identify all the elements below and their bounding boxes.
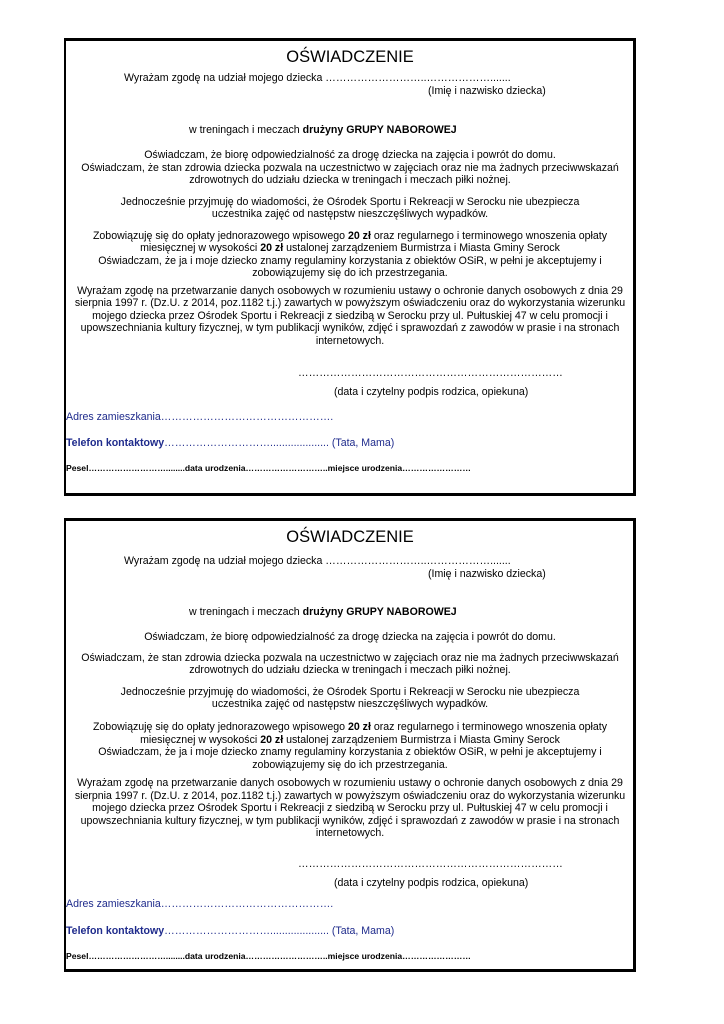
health-line-1: Oświadczam, że stan zdrowia dziecka pozwala na uczestnictwo w zajęciach oraz nie ma żadnych przeciwwskazań (81, 162, 619, 174)
signature-caption: (data i czytelny podpis rodzica, opiekuna) (334, 386, 529, 398)
pesel-birth-row[interactable]: Pesel………………………........data urodzenia………………………..miejsce urodzenia…………………… (66, 463, 471, 473)
gdpr-line-4: upowszechniania kultury fizycznej, w tym publikacji wyników, zdjęć i sprawozdań z zawodów w prasie i na stronach (80, 322, 620, 334)
address-field[interactable]: …………………………………………. (160, 411, 334, 423)
responsibility-text: Oświadczam, że biorę odpowiedzialność za drogę dziecka na zajęcia i powrót do domu. (144, 149, 556, 161)
insurance-line-1: Jednocześnie przyjmuję do wiadomości, że Ośrodek Sportu i Rekreacji w Serocku nie ubezpiecza (120, 196, 580, 208)
fee-line-2-text: miesięcznej w wysokości (140, 242, 261, 254)
monthly-fee-amount: 20 zł (260, 242, 284, 254)
form-title: OŚWIADCZENIE (286, 48, 414, 66)
fee-line-1 (66, 721, 634, 733)
training-prefix: w treningach i meczach (189, 124, 303, 136)
team-name: drużyny GRUPY NABOROWEJ (302, 124, 457, 136)
phone-label: Telefon kontaktowy (66, 925, 165, 937)
gdpr-line-5: internetowych. (315, 335, 385, 347)
phone-hint: (Tata, Mama) (328, 925, 395, 937)
rules-line-2: zobowiązujemy się do ich przestrzegania. (252, 267, 448, 279)
declaration-form-2 (64, 518, 636, 972)
fee-line-1-rest: oraz regularnego i terminowego wnoszenia opłaty (370, 230, 608, 242)
fee-line-1-rest: oraz regularnego i terminowego wnoszenia opłaty (370, 721, 608, 733)
rules-line-1: Oświadczam, że ja i moje dziecko znamy regulaminy korzystania z obiektów OSiR, w pełni je akceptujemy i (98, 746, 602, 758)
training-line (189, 606, 457, 618)
entry-fee-amount: 20 zł (347, 721, 371, 733)
phone-row (66, 437, 394, 449)
fee-line-2 (66, 734, 634, 746)
insurance-line-1: Jednocześnie przyjmuję do wiadomości, że Ośrodek Sportu i Rekreacji w Serocku nie ubezpiecza (120, 686, 580, 698)
address-label: Adres zamieszkania (66, 898, 161, 910)
fee-line-1-text: Zobowiązuję się do opłaty jednorazowego wpisowego (92, 721, 348, 733)
insurance-line-2: uczestnika zajęć od następstw nieszczęśliwych wypadków. (211, 698, 489, 710)
fee-line-1 (66, 230, 634, 242)
form-title: OŚWIADCZENIE (286, 528, 414, 546)
gdpr-line-3: mojego dziecka przez Ośrodek Sportu i Rekreacji z siedzibą w Serocku przy ul. Pułtuskiej 47 w celu promocji i (92, 310, 608, 322)
training-line (189, 124, 457, 136)
declaration-form-1 (64, 38, 636, 496)
health-line-2: zdrowotnych do udziału dziecka w treningach i meczach piłki nożnej. (189, 664, 511, 676)
signature-field[interactable]: ………………………………………………………………… (298, 858, 563, 870)
gdpr-line-5: internetowych. (315, 827, 385, 839)
phone-hint: (Tata, Mama) (328, 437, 395, 449)
consent-line: Wyrażam zgodę na udział mojego dziecka ………………………..………………....... (124, 72, 511, 84)
gdpr-line-1: Wyrażam zgodę na przetwarzanie danych osobowych w rozumieniu ustawy o ochronie danych osobowych z dnia 29 (77, 777, 623, 789)
child-name-caption: (Imię i nazwisko dziecka) (428, 568, 546, 580)
pesel-birth-row[interactable]: Pesel………………………........data urodzenia………………………..miejsce urodzenia…………………… (66, 951, 471, 961)
phone-row (66, 925, 394, 937)
rules-line-1: Oświadczam, że ja i moje dziecko znamy regulaminy korzystania z obiektów OSiR, w pełni je akceptujemy i (98, 255, 602, 267)
gdpr-line-2: sierpnia 1997 r. (Dz.U. z 2014, poz.1182 t.j.) zawartych w powyższym oświadczeniu oraz do wykorzystania wizerunku (74, 790, 626, 802)
monthly-fee-amount: 20 zł (260, 734, 284, 746)
address-row (66, 411, 333, 423)
address-field[interactable]: …………………………………………. (160, 898, 334, 910)
fee-line-1-text: Zobowiązuję się do opłaty jednorazowego wpisowego (92, 230, 348, 242)
signature-field[interactable]: ………………………………………………………………… (298, 367, 563, 379)
gdpr-line-4: upowszechniania kultury fizycznej, w tym publikacji wyników, zdjęć i sprawozdań z zawodów w prasie i na stronach (80, 815, 620, 827)
rules-line-2: zobowiązujemy się do ich przestrzegania. (252, 759, 448, 771)
address-row (66, 898, 333, 910)
signature-caption: (data i czytelny podpis rodzica, opiekuna) (334, 877, 529, 889)
training-prefix: w treningach i meczach (189, 606, 303, 618)
consent-line: Wyrażam zgodę na udział mojego dziecka ………………………..………………....... (124, 555, 511, 567)
address-label: Adres zamieszkania (66, 411, 161, 423)
health-line-2: zdrowotnych do udziału dziecka w treningach i meczach piłki nożnej. (189, 174, 511, 186)
insurance-line-2: uczestnika zajęć od następstw nieszczęśliwych wypadków. (211, 208, 489, 220)
fee-line-2-text: miesięcznej w wysokości (140, 734, 261, 746)
gdpr-line-2: sierpnia 1997 r. (Dz.U. z 2014, poz.1182 t.j.) zawartych w powyższym oświadczeniu oraz do wykorzystania wizerunku (74, 297, 626, 309)
gdpr-line-3: mojego dziecka przez Ośrodek Sportu i Rekreacji z siedzibą w Serocku przy ul. Pułtuskiej 47 w celu promocji i (92, 802, 608, 814)
fee-line-2-rest: ustalonej zarządzeniem Burmistrza i Miasta Gminy Serock (283, 242, 560, 254)
entry-fee-amount: 20 zł (347, 230, 371, 242)
phone-field[interactable]: ………………………….................... (164, 925, 329, 937)
team-name: drużyny GRUPY NABOROWEJ (302, 606, 457, 618)
child-name-caption: (Imię i nazwisko dziecka) (428, 85, 546, 97)
phone-label: Telefon kontaktowy (66, 437, 165, 449)
health-line-1: Oświadczam, że stan zdrowia dziecka pozwala na uczestnictwo w zajęciach oraz nie ma żadnych przeciwwskazań (81, 652, 619, 664)
phone-field[interactable]: ………………………….................... (164, 437, 329, 449)
fee-line-2-rest: ustalonej zarządzeniem Burmistrza i Miasta Gminy Serock (283, 734, 560, 746)
gdpr-line-1: Wyrażam zgodę na przetwarzanie danych osobowych w rozumieniu ustawy o ochronie danych osobowych z dnia 29 (77, 285, 623, 297)
responsibility-text: Oświadczam, że biorę odpowiedzialność za drogę dziecka na zajęcia i powrót do domu. (144, 631, 556, 643)
fee-line-2 (66, 242, 634, 254)
